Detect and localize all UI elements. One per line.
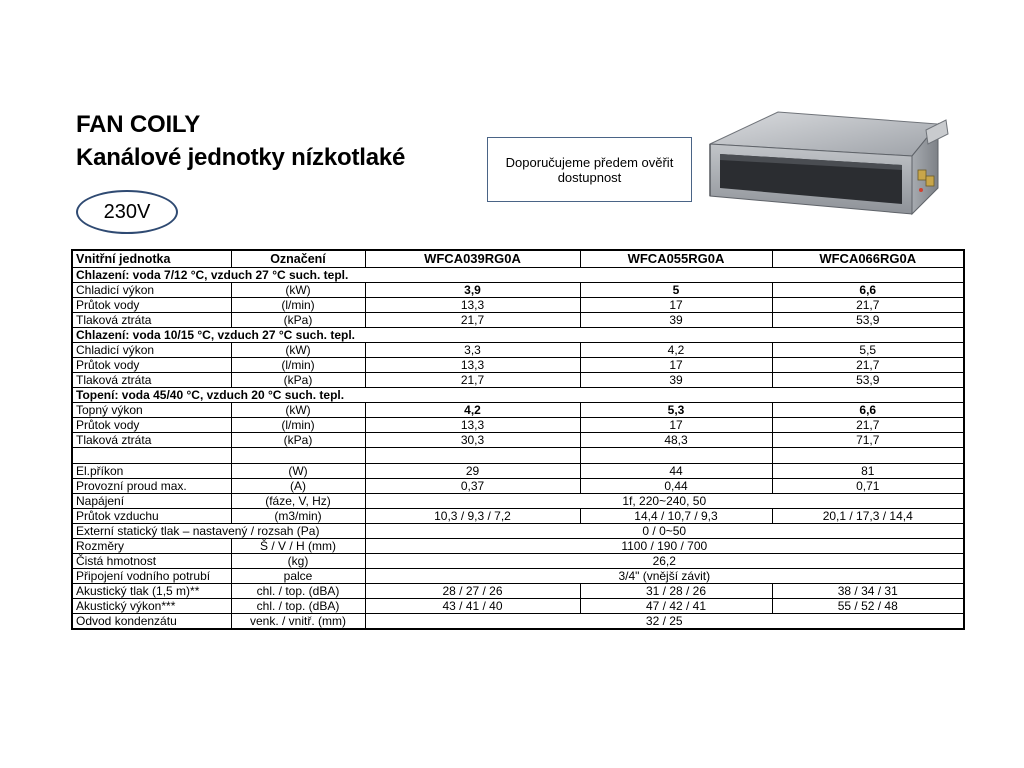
row-value-1: 13,3 — [365, 298, 580, 313]
row-unit: (A) — [231, 479, 365, 494]
section-row — [72, 388, 964, 403]
row-unit: (l/min) — [231, 418, 365, 433]
row-name: Chladicí výkon — [72, 343, 231, 358]
table-row — [72, 599, 964, 614]
row-unit: (kW) — [231, 283, 365, 298]
header-model-2: WFCA055RG0A — [580, 250, 772, 268]
row-name: El.příkon — [72, 464, 231, 479]
row-value-2: 5,3 — [580, 403, 772, 418]
row-value-1: 10,3 / 9,3 / 7,2 — [365, 509, 580, 524]
row-value-1: 43 / 41 / 40 — [365, 599, 580, 614]
table-row — [72, 614, 964, 630]
row-value-1: 21,7 — [365, 313, 580, 328]
row-value-3: 71,7 — [772, 433, 964, 448]
row-value-2: 39 — [580, 373, 772, 388]
row-value-2: 44 — [580, 464, 772, 479]
row-value-3: 0,71 — [772, 479, 964, 494]
page-title: FAN COILY — [76, 111, 201, 138]
row-value-3: 21,7 — [772, 418, 964, 433]
row-unit: (kPa) — [231, 373, 365, 388]
section-heading: Topení: voda 45/40 °C, vzduch 20 °C such. tepl. — [72, 388, 964, 403]
row-name: Tlaková ztráta — [72, 373, 231, 388]
row-value-2: 31 / 28 / 26 — [580, 584, 772, 599]
table-row — [72, 343, 964, 358]
spacer-cell — [580, 448, 772, 464]
table-row — [72, 464, 964, 479]
spacer-cell — [231, 448, 365, 464]
row-name: Čistá hmotnost — [72, 554, 231, 569]
spacer-row — [72, 448, 964, 464]
table-row — [72, 358, 964, 373]
row-unit: chl. / top. (dBA) — [231, 599, 365, 614]
row-name: Odvod kondenzátu — [72, 614, 231, 630]
spacer-cell — [365, 448, 580, 464]
row-unit: venk. / vnitř. (mm) — [231, 614, 365, 630]
row-value-merged: 1f, 220~240, 50 — [365, 494, 964, 509]
row-name: Průtok vzduchu — [72, 509, 231, 524]
row-value-2: 47 / 42 / 41 — [580, 599, 772, 614]
row-name: Průtok vody — [72, 298, 231, 313]
row-value-merged: 0 / 0~50 — [365, 524, 964, 539]
row-value-3: 38 / 34 / 31 — [772, 584, 964, 599]
row-value-1: 29 — [365, 464, 580, 479]
row-value-2: 48,3 — [580, 433, 772, 448]
spacer-cell — [72, 448, 231, 464]
table-row — [72, 479, 964, 494]
row-value-merged: 32 / 25 — [365, 614, 964, 630]
row-value-3: 20,1 / 17,3 / 14,4 — [772, 509, 964, 524]
row-value-2: 4,2 — [580, 343, 772, 358]
table-row — [72, 494, 964, 509]
row-value-3: 81 — [772, 464, 964, 479]
row-unit: (W) — [231, 464, 365, 479]
row-value-1: 0,37 — [365, 479, 580, 494]
header-model-3: WFCA066RG0A — [772, 250, 964, 268]
row-value-3: 53,9 — [772, 313, 964, 328]
row-value-3: 5,5 — [772, 343, 964, 358]
table-row — [72, 283, 964, 298]
table-row — [72, 509, 964, 524]
table-row — [72, 554, 964, 569]
row-unit: Š / V / H (mm) — [231, 539, 365, 554]
section-heading: Chlazení: voda 10/15 °C, vzduch 27 °C such. tepl. — [72, 328, 964, 343]
voltage-badge: 230V — [76, 190, 178, 234]
row-unit: (kW) — [231, 403, 365, 418]
row-name: Připojení vodního potrubí — [72, 569, 231, 584]
row-name: Akustický výkon*** — [72, 599, 231, 614]
row-name: Chladicí výkon — [72, 283, 231, 298]
row-value-1: 13,3 — [365, 418, 580, 433]
row-value-2: 17 — [580, 358, 772, 373]
ducted-fan-coil-unit-image — [700, 104, 960, 230]
row-value-1: 4,2 — [365, 403, 580, 418]
header-model-1: WFCA039RG0A — [365, 250, 580, 268]
row-unit: (kPa) — [231, 313, 365, 328]
row-value-1: 28 / 27 / 26 — [365, 584, 580, 599]
table-row — [72, 313, 964, 328]
row-value-3: 6,6 — [772, 403, 964, 418]
row-name: Tlaková ztráta — [72, 313, 231, 328]
spacer-cell — [772, 448, 964, 464]
row-value-1: 30,3 — [365, 433, 580, 448]
section-row — [72, 328, 964, 343]
row-unit: (m3/min) — [231, 509, 365, 524]
row-unit: palce — [231, 569, 365, 584]
header-label: Označení — [231, 250, 365, 268]
spec-table — [71, 249, 965, 630]
table-row — [72, 403, 964, 418]
row-unit: (l/min) — [231, 298, 365, 313]
section-heading: Chlazení: voda 7/12 °C, vzduch 27 °C such. tepl. — [72, 268, 964, 283]
row-value-merged: 1100 / 190 / 700 — [365, 539, 964, 554]
table-row — [72, 298, 964, 313]
table-row — [72, 418, 964, 433]
row-unit: (kW) — [231, 343, 365, 358]
row-name: Akustický tlak (1,5 m)** — [72, 584, 231, 599]
table-row — [72, 569, 964, 584]
table-header-row — [72, 250, 964, 268]
row-value-3: 21,7 — [772, 358, 964, 373]
table-row — [72, 539, 964, 554]
section-row — [72, 268, 964, 283]
row-value-merged: 26,2 — [365, 554, 964, 569]
row-value-merged: 3/4" (vnější závit) — [365, 569, 964, 584]
availability-notice: Doporučujeme předem ověřit dostupnost — [487, 137, 692, 202]
table-row — [72, 524, 964, 539]
row-name: Topný výkon — [72, 403, 231, 418]
table-row — [72, 584, 964, 599]
row-name: Průtok vody — [72, 358, 231, 373]
row-unit: (kg) — [231, 554, 365, 569]
row-value-1: 21,7 — [365, 373, 580, 388]
row-unit: (l/min) — [231, 358, 365, 373]
table-row — [72, 433, 964, 448]
header-unit: Vnitřní jednotka — [72, 250, 231, 268]
page-subtitle: Kanálové jednotky nízkotlaké — [76, 144, 406, 171]
row-value-2: 17 — [580, 418, 772, 433]
row-name: Rozměry — [72, 539, 231, 554]
row-value-3: 21,7 — [772, 298, 964, 313]
row-value-1: 13,3 — [365, 358, 580, 373]
row-unit: (fáze, V, Hz) — [231, 494, 365, 509]
table-row — [72, 373, 964, 388]
row-value-3: 55 / 52 / 48 — [772, 599, 964, 614]
row-value-2: 0,44 — [580, 479, 772, 494]
row-value-3: 6,6 — [772, 283, 964, 298]
row-value-1: 3,3 — [365, 343, 580, 358]
row-value-2: 14,4 / 10,7 / 9,3 — [580, 509, 772, 524]
row-value-2: 39 — [580, 313, 772, 328]
row-name: Externí statický tlak – nastavený / rozsah (Pa) — [72, 524, 365, 539]
row-value-2: 17 — [580, 298, 772, 313]
row-unit: (kPa) — [231, 433, 365, 448]
row-name: Napájení — [72, 494, 231, 509]
row-value-2: 5 — [580, 283, 772, 298]
row-unit: chl. / top. (dBA) — [231, 584, 365, 599]
row-value-3: 53,9 — [772, 373, 964, 388]
row-value-1: 3,9 — [365, 283, 580, 298]
row-name: Tlaková ztráta — [72, 433, 231, 448]
row-name: Průtok vody — [72, 418, 231, 433]
row-name: Provozní proud max. — [72, 479, 231, 494]
